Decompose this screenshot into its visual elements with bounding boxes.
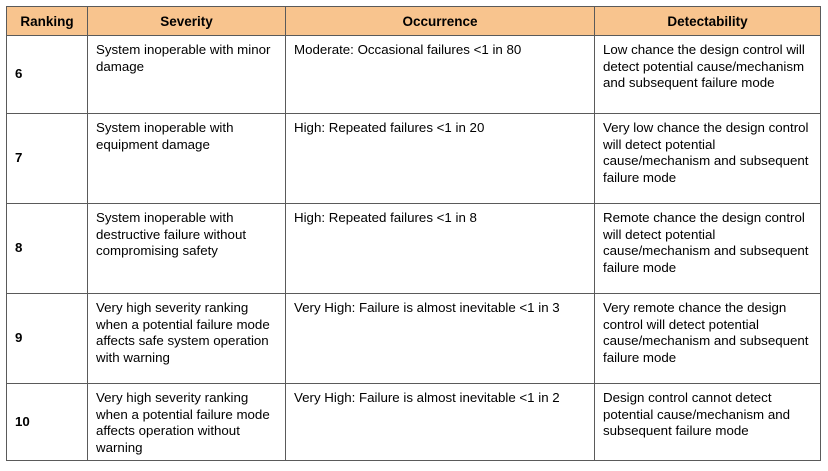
table-row [7,36,821,114]
table-row [7,114,821,204]
ranking-cell: 9 [7,294,88,384]
header-occurrence: Occurrence [286,7,595,36]
severity-cell: Very high severity ranking when a potential failure mode affects operation without warning [88,384,286,461]
ranking-cell: 7 [7,114,88,204]
occurrence-cell: Very High: Failure is almost inevitable <1 in 2 [286,384,595,461]
detectability-cell: Very low chance the design control will detect potential cause/mechanism and subsequent failure mode [595,114,821,204]
ranking-cell: 6 [7,36,88,114]
severity-cell: System inoperable with minor damage [88,36,286,114]
ranking-cell: 8 [7,204,88,294]
occurrence-cell: Very High: Failure is almost inevitable <1 in 3 [286,294,595,384]
occurrence-cell: Moderate: Occasional failures <1 in 80 [286,36,595,114]
detectability-cell: Remote chance the design control will detect potential cause/mechanism and subsequent failure mode [595,204,821,294]
header-ranking: Ranking [7,7,88,36]
severity-cell: Very high severity ranking when a potential failure mode affects safe system operation with warning [88,294,286,384]
occurrence-cell: High: Repeated failures <1 in 8 [286,204,595,294]
table-row [7,384,821,461]
table-row [7,204,821,294]
detectability-cell: Design control cannot detect potential cause/mechanism and subsequent failure mode [595,384,821,461]
ranking-cell: 10 [7,384,88,461]
occurrence-cell: High: Repeated failures <1 in 20 [286,114,595,204]
severity-cell: System inoperable with equipment damage [88,114,286,204]
table-row [7,294,821,384]
fmea-ranking-table-container [6,6,821,461]
header-severity: Severity [88,7,286,36]
header-detectability: Detectability [595,7,821,36]
table-header-row [7,7,821,36]
detectability-cell: Low chance the design control will detect potential cause/mechanism and subsequent failure mode [595,36,821,114]
severity-cell: System inoperable with destructive failure without compromising safety [88,204,286,294]
detectability-cell: Very remote chance the design control will detect potential cause/mechanism and subsequent failure mode [595,294,821,384]
fmea-ranking-table [6,6,821,461]
